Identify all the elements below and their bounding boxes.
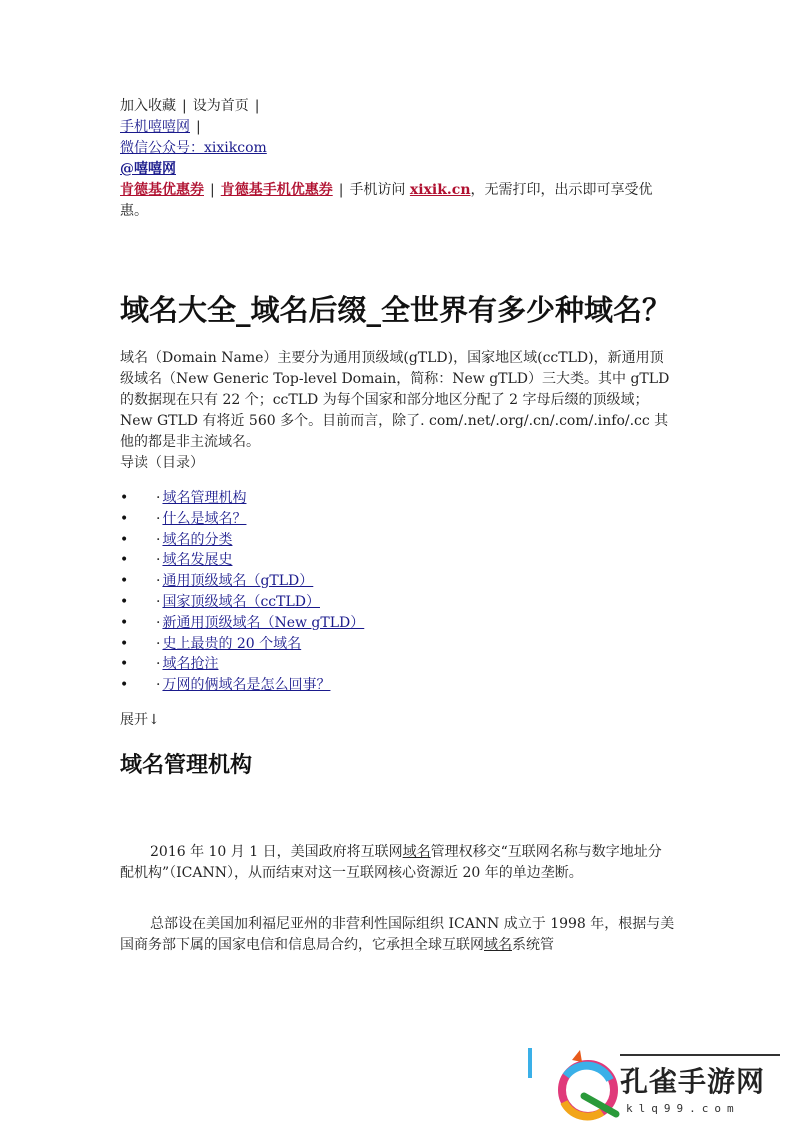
list-item: • · 什么是域名？ xyxy=(142,509,675,530)
toc-link[interactable]: 域名发展史 xyxy=(162,552,233,569)
toc-link[interactable]: 域名抢注 xyxy=(162,656,219,673)
toc-link[interactable]: 新通用顶级域名（New gTLD） xyxy=(162,614,365,631)
weibo-row xyxy=(120,159,675,180)
mobile-visit-suffix: ，无需打印，出示即可享受优惠。 xyxy=(120,182,653,219)
list-item: • · 域名的分类 xyxy=(142,530,675,551)
top-links-row: 加入收藏 | 设为首页 | xyxy=(120,98,260,114)
watermark-url: klq99.com xyxy=(626,1102,740,1115)
mobile-domain-link[interactable]: xixik.cn xyxy=(409,182,471,198)
list-item: • · 新通用顶级域名（New gTLD） xyxy=(142,613,675,634)
wechat-link[interactable]: 微信公众号：xixikcom xyxy=(120,140,267,156)
list-item: • · 史上最贵的 20 个域名 xyxy=(142,634,675,655)
list-item: • · 万网的俩域名是怎么回事？ xyxy=(142,675,675,696)
toc-link[interactable]: 什么是域名？ xyxy=(162,510,247,527)
toc-link[interactable]: 域名的分类 xyxy=(162,531,233,548)
article-intro: 域名（Domain Name）主要分为通用顶级域(gTLD)，国家地区域(ccTLD)，新通用顶级域名（New Generic Top-level Domain，简称：New gTLD）三大类。其中 gTLD 的数据现在只有 22 个；ccTLD 为每个国家和部分地区分配了 2 字母后缀的顶级域；New GTLD 有将近 560 多个。目前而言，除了. com/.net/.org/.cn/.com/.info/.cc 其他的都是非主流域名。 xyxy=(120,350,670,450)
section-title: 域名管理机构 xyxy=(120,751,253,778)
keyword-link[interactable]: 域名 xyxy=(484,936,512,953)
toc-label: 导读（目录） xyxy=(120,455,204,471)
weibo-link[interactable]: @嘻嘻网 xyxy=(120,161,176,177)
mobile-visit-prefix: 手机访问 xyxy=(349,182,406,198)
kfc-mobile-coupon-link[interactable]: 肯德基手机优惠券 xyxy=(220,182,333,198)
list-item: • · 国家顶级域名（ccTLD） xyxy=(142,592,675,613)
article-title: 域名大全_域名后缀_全世界有多少种域名？ xyxy=(120,293,672,327)
toc-link[interactable]: 通用顶级域名（gTLD） xyxy=(162,573,314,590)
coupon-row: 肯德基优惠券 | 肯德基手机优惠券 | 手机访问 xixik.cn，无需打印，出示即可享受优惠。 xyxy=(120,182,653,219)
toc-link[interactable]: 万网的俩域名是怎么回事？ xyxy=(162,677,331,694)
toc-list xyxy=(120,488,675,696)
toc-link[interactable]: 史上最贵的 20 个域名 xyxy=(162,635,302,652)
watermark-name: 孔雀手游网 xyxy=(620,1065,766,1098)
expand-toggle[interactable]: 展开↓ xyxy=(120,711,160,728)
list-item: • · 域名发展史 xyxy=(142,550,675,571)
list-item: • · 域名抢注 xyxy=(142,654,675,675)
toc-link[interactable]: 域名管理机构 xyxy=(162,490,247,506)
kfc-coupon-link[interactable]: 肯德基优惠券 xyxy=(120,182,204,198)
add-favorite-link[interactable]: 加入收藏 xyxy=(120,98,176,114)
paragraph-1: 2016 年 10 月 1 日，美国政府将互联网域名管理权移交“互联网名称与数字地址分配机构”（ICANN），从而结束对这一互联网核心资源近 20 年的单边垄断。 xyxy=(120,843,662,881)
page-content xyxy=(120,96,675,956)
list-item: • · 域名管理机构 xyxy=(142,488,675,509)
wechat-row xyxy=(120,138,675,159)
paragraph-2: 总部设在美国加利福尼亚州的非营利性国际组织 ICANN 成立于 1998 年，根据与美国商务部下属的国家电信和信息局合约，它承担全球互联网域名系统管 xyxy=(120,915,675,953)
keyword-link[interactable]: 域名 xyxy=(402,843,431,860)
mobile-site-link[interactable]: 手机嘻嘻网 xyxy=(120,119,190,135)
toc-link[interactable]: 国家顶级域名（ccTLD） xyxy=(162,593,320,610)
mobile-site-row: 手机嘻嘻网 | xyxy=(120,119,201,135)
set-homepage-link[interactable]: 设为首页 xyxy=(192,98,249,114)
list-item: • · 通用顶级域名（gTLD） xyxy=(142,571,675,592)
watermark-logo xyxy=(524,1046,793,1122)
